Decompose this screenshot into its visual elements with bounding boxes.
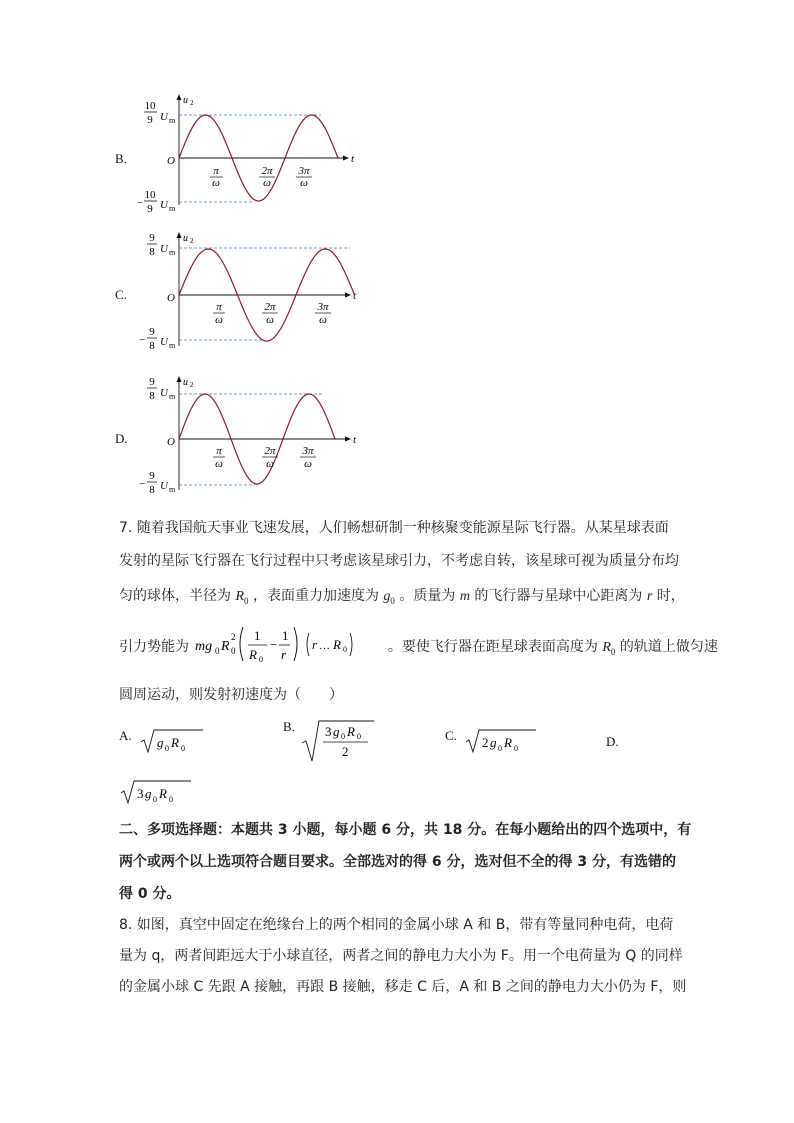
b-amp-sub: m <box>169 116 176 125</box>
var-g0: $g_0$ <box>383 589 395 606</box>
c-neg-prefix: − <box>139 334 146 346</box>
q7-line3e: 时， <box>656 588 685 604</box>
option-b-graph <box>115 90 375 215</box>
svg-text:0: 0 <box>153 795 157 804</box>
d-amp-unit: U <box>160 387 168 399</box>
svg-text:R: R <box>347 724 356 739</box>
svg-text:2: 2 <box>342 744 349 759</box>
var-R0-b: $R_0$ <box>602 640 616 657</box>
c-origin: O <box>167 292 175 304</box>
option-b-formula <box>298 719 378 763</box>
svg-text:R: R <box>249 647 258 662</box>
option-c-graph <box>115 228 375 353</box>
svg-text:1: 1 <box>254 628 261 643</box>
d-tick2-den: ω <box>266 458 274 470</box>
b-tick2-den: ω <box>263 177 271 189</box>
c-ylabel: u <box>183 233 188 244</box>
c-neg-unit: U <box>160 336 168 348</box>
b-neg-prefix: − <box>137 197 144 209</box>
q7-line4 <box>119 625 718 665</box>
b-tick1-den: ω <box>212 177 220 189</box>
q7-line4c: 的轨道上做匀速 <box>619 639 718 655</box>
q7-line4b: 。要使飞行器在距星球表面高度为 <box>387 639 598 655</box>
potential-energy-formula <box>193 623 383 665</box>
d-neg-num: 9 <box>149 470 155 482</box>
b-amp-num: 10 <box>144 100 156 112</box>
b-neg-num: 10 <box>144 189 156 201</box>
option-d-formula <box>119 778 199 806</box>
option-b <box>283 719 378 763</box>
b-ysub: 2 <box>190 99 194 107</box>
option-d <box>606 734 619 750</box>
d-amp-den: 8 <box>149 390 155 402</box>
option-c-formula <box>460 727 540 755</box>
svg-text:R: R <box>504 735 513 750</box>
c-neg-den: 8 <box>149 340 155 352</box>
svg-text:R: R <box>333 637 342 652</box>
c-tick2-den: ω <box>266 314 274 326</box>
q8-line1: 8. 如图，真空中固定在绝缘台上的两个相同的金属小球 A 和 B，带有等量同种电荷，电荷 <box>119 917 674 933</box>
option-c-letter: C. <box>115 287 127 302</box>
d-tick1-den: ω <box>215 458 223 470</box>
q7-line3a: 匀的球体，半径为 <box>119 588 231 604</box>
d-tick3-num: 3π <box>302 445 314 457</box>
svg-text:0: 0 <box>259 655 264 664</box>
q7-line3d: 的飞行器与星球中心距离为 <box>474 588 643 604</box>
d-origin: O <box>167 436 175 448</box>
c-tick1-den: ω <box>215 314 223 326</box>
option-a-formula <box>135 727 205 755</box>
q7-line3c: 。质量为 <box>399 588 456 604</box>
option-c <box>445 727 540 755</box>
svg-text:g: g <box>490 735 497 750</box>
option-b-letter: B. <box>115 151 127 166</box>
svg-text:3: 3 <box>325 724 332 739</box>
b-tick1-num: π <box>213 165 219 177</box>
svg-text:2: 2 <box>482 735 489 750</box>
option-a <box>119 727 205 755</box>
d-tick3-den: ω <box>304 458 312 470</box>
svg-text:r: r <box>312 637 318 652</box>
svg-text:0: 0 <box>231 646 236 656</box>
c-amp-den: 8 <box>149 246 155 258</box>
q7-line5: 圆周运动，则发射初速度为（ ） <box>119 687 343 703</box>
q8-line3: 的金属小球 C 先跟 A 接触，再跟 B 接触，移走 C 后，A 和 B 之间的静电力大小仍为 F，则 <box>119 979 687 995</box>
c-neg-sub: m <box>169 341 176 350</box>
svg-text:…: … <box>319 640 331 652</box>
svg-text:0: 0 <box>169 795 173 804</box>
d-neg-den: 8 <box>149 484 155 496</box>
b-amp-unit: U <box>160 111 168 123</box>
svg-text:1: 1 <box>282 628 289 643</box>
b-amp-den: 9 <box>147 114 153 126</box>
c-amp-unit: U <box>160 243 168 255</box>
svg-text:R: R <box>221 639 231 654</box>
d-ysub: 2 <box>190 381 194 389</box>
d-amp-sub: m <box>169 392 176 401</box>
svg-text:R: R <box>170 735 179 750</box>
b-neg-sub: m <box>169 204 176 213</box>
b-tick3-num: 3π <box>298 165 310 177</box>
svg-text:0: 0 <box>357 732 362 741</box>
b-tick3-den: ω <box>300 177 308 189</box>
b-xlabel: t <box>351 153 355 165</box>
svg-text:0: 0 <box>180 744 185 753</box>
b-tick2-num: 2π <box>261 165 273 177</box>
c-tick3-den: ω <box>319 314 327 326</box>
svg-text:0: 0 <box>164 744 169 753</box>
svg-text:0: 0 <box>498 744 503 753</box>
svg-text:mg: mg <box>195 639 213 654</box>
section2-line3: 得 0 分。 <box>119 886 181 902</box>
c-tick1-num: π <box>216 301 222 313</box>
svg-text:R: R <box>159 786 167 801</box>
svg-text:3: 3 <box>137 786 144 801</box>
svg-text:0: 0 <box>341 732 346 741</box>
q7-line3b: ，表面重力加速度为 <box>252 588 379 604</box>
option-d-letter: D. <box>115 431 128 446</box>
svg-text:0: 0 <box>343 645 348 654</box>
var-R0: $R_0$ <box>235 589 249 606</box>
d-neg-unit: U <box>160 480 168 492</box>
q7-line4a: 引力势能为 <box>119 639 189 655</box>
svg-text:0: 0 <box>514 744 519 753</box>
option-c-chart <box>115 228 375 353</box>
d-ylabel: u <box>183 377 188 388</box>
d-xlabel: t <box>353 434 357 446</box>
section2-line2: 两个或两个以上选项符合题目要求。全部选对的得 6 分，选对但不全的得 3 分，有选错的 <box>119 854 676 870</box>
svg-text:g: g <box>145 786 152 801</box>
d-neg-prefix: − <box>139 478 146 490</box>
d-amp-num: 9 <box>149 376 155 388</box>
d-tick1-num: π <box>216 445 222 457</box>
c-tick2-num: 2π <box>264 301 276 313</box>
option-b-answer-letter: B. <box>283 718 295 734</box>
option-d-formula-wrap <box>119 778 199 810</box>
svg-text:2: 2 <box>231 632 236 642</box>
option-b-chart <box>115 90 375 215</box>
b-neg-den: 9 <box>147 203 153 215</box>
b-ylabel: u <box>183 95 188 106</box>
option-d-answer-letter: D. <box>606 734 619 749</box>
svg-text:g: g <box>156 735 164 750</box>
option-d-chart <box>115 372 375 497</box>
b-neg-unit: U <box>160 199 168 211</box>
q8-line2: 量为 q，两者间距远大于小球直径，两者之间的静电力大小为 F。用一个电荷量为 Q 的同样 <box>119 948 683 964</box>
c-amp-sub: m <box>169 248 176 257</box>
q7-line2: 发射的星际飞行器在飞行过程中只考虑该星球引力，不考虑自转，该星球可视为质量分布均 <box>119 553 679 569</box>
section2-line1: 二、多项选择题：本题共 3 小题，每小题 6 分，共 18 分。在每小题给出的四个选项中，有 <box>119 822 692 838</box>
option-d-graph <box>115 372 375 497</box>
c-tick3-num: 3π <box>317 301 329 313</box>
c-neg-num: 9 <box>149 326 155 338</box>
b-origin: O <box>167 155 175 167</box>
svg-text:r: r <box>281 647 287 662</box>
var-m: m <box>459 589 470 604</box>
svg-text:−: − <box>270 637 278 652</box>
d-neg-sub: m <box>169 485 176 494</box>
c-ysub: 2 <box>190 237 194 245</box>
option-a-letter: A. <box>119 727 132 743</box>
d-tick2-num: 2π <box>264 445 276 457</box>
q7-line3 <box>119 585 685 606</box>
q7-line1: 7. 随着我国航天事业飞速发展，人们畅想研制一种核聚变能源星际飞行器。从某星球表面 <box>119 520 669 536</box>
var-r: r <box>646 589 653 604</box>
option-c-answer-letter: C. <box>445 727 457 743</box>
c-amp-num: 9 <box>149 232 155 244</box>
c-xlabel: t <box>353 290 357 302</box>
svg-text:g: g <box>333 724 340 739</box>
svg-text:0: 0 <box>215 646 220 656</box>
